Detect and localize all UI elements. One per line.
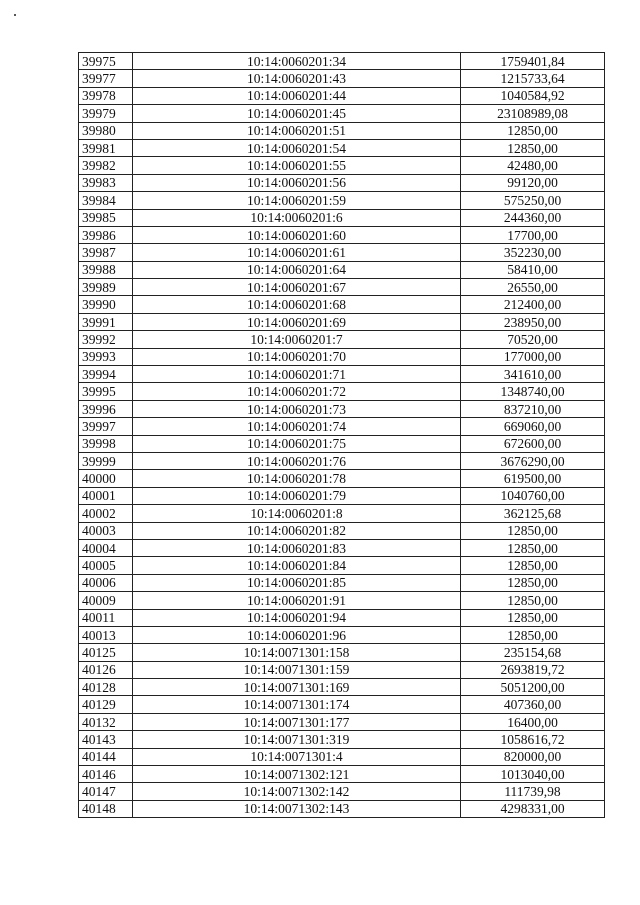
row-number: 40144: [79, 748, 133, 765]
cadastral-value: 1348740,00: [461, 383, 605, 400]
cadastral-number: 10:14:0060201:96: [133, 626, 461, 643]
row-number: 39977: [79, 70, 133, 87]
row-number: 40146: [79, 766, 133, 783]
cadastral-value: 672600,00: [461, 435, 605, 452]
cadastral-value: 12850,00: [461, 557, 605, 574]
table-row: [79, 418, 605, 435]
cadastral-number: 10:14:0071302:121: [133, 766, 461, 783]
cadastral-value: 669060,00: [461, 418, 605, 435]
cadastral-value: 70520,00: [461, 331, 605, 348]
scan-speck: [14, 14, 16, 16]
table-row: [79, 557, 605, 574]
cadastral-number: 10:14:0060201:56: [133, 174, 461, 191]
cadastral-value: 26550,00: [461, 279, 605, 296]
table-row: [79, 192, 605, 209]
cadastral-value: 235154,68: [461, 644, 605, 661]
cadastral-value: 12850,00: [461, 592, 605, 609]
table-row: [79, 400, 605, 417]
row-number: 39994: [79, 366, 133, 383]
table-row: [79, 452, 605, 469]
row-number: 39999: [79, 452, 133, 469]
cadastral-value: 244360,00: [461, 209, 605, 226]
table-row: [79, 53, 605, 70]
cadastral-value: 5051200,00: [461, 679, 605, 696]
table-row: [79, 626, 605, 643]
row-number: 40147: [79, 783, 133, 800]
cadastral-value: 1040760,00: [461, 487, 605, 504]
cadastral-number: 10:14:0060201:72: [133, 383, 461, 400]
cadastral-value: 4298331,00: [461, 800, 605, 817]
row-number: 40002: [79, 505, 133, 522]
table-row: [79, 209, 605, 226]
cadastral-value: 1058616,72: [461, 731, 605, 748]
table-row: [79, 522, 605, 539]
cadastral-value: 820000,00: [461, 748, 605, 765]
table-row: [79, 679, 605, 696]
row-number: 39996: [79, 400, 133, 417]
cadastral-number: 10:14:0060201:6: [133, 209, 461, 226]
cadastral-number: 10:14:0060201:51: [133, 122, 461, 139]
row-number: 40148: [79, 800, 133, 817]
row-number: 40125: [79, 644, 133, 661]
cadastral-number: 10:14:0060201:69: [133, 313, 461, 330]
table-row: [79, 261, 605, 278]
cadastral-value: 16400,00: [461, 713, 605, 730]
row-number: 40001: [79, 487, 133, 504]
cadastral-number: 10:14:0071301:174: [133, 696, 461, 713]
cadastral-number: 10:14:0060201:68: [133, 296, 461, 313]
row-number: 39989: [79, 279, 133, 296]
cadastral-number: 10:14:0060201:91: [133, 592, 461, 609]
row-number: 40126: [79, 661, 133, 678]
cadastral-number: 10:14:0060201:43: [133, 70, 461, 87]
cadastral-value: 1215733,64: [461, 70, 605, 87]
cadastral-value: 12850,00: [461, 522, 605, 539]
table-row: [79, 783, 605, 800]
cadastral-number: 10:14:0071301:4: [133, 748, 461, 765]
cadastral-number: 10:14:0060201:59: [133, 192, 461, 209]
row-number: 40129: [79, 696, 133, 713]
table-row: [79, 713, 605, 730]
cadastral-number: 10:14:0060201:7: [133, 331, 461, 348]
cadastral-number: 10:14:0060201:61: [133, 244, 461, 261]
cadastral-value: 3676290,00: [461, 452, 605, 469]
table-row: [79, 661, 605, 678]
cadastral-number: 10:14:0060201:44: [133, 87, 461, 104]
table-row: [79, 366, 605, 383]
cadastral-number: 10:14:0060201:34: [133, 53, 461, 70]
cadastral-value: 17700,00: [461, 226, 605, 243]
cadastral-value: 1040584,92: [461, 87, 605, 104]
cadastral-number: 10:14:0060201:74: [133, 418, 461, 435]
cadastral-value: 341610,00: [461, 366, 605, 383]
table-row: [79, 800, 605, 817]
row-number: 39979: [79, 105, 133, 122]
cadastral-number: 10:14:0060201:82: [133, 522, 461, 539]
cadastral-number: 10:14:0071302:143: [133, 800, 461, 817]
table-row: [79, 244, 605, 261]
table-row: [79, 470, 605, 487]
cadastral-number: 10:14:0060201:70: [133, 348, 461, 365]
table-row: [79, 122, 605, 139]
table-row: [79, 696, 605, 713]
cadastral-value: 177000,00: [461, 348, 605, 365]
table-row: [79, 383, 605, 400]
table-row: [79, 505, 605, 522]
cadastral-value: 12850,00: [461, 539, 605, 556]
cadastral-number: 10:14:0060201:55: [133, 157, 461, 174]
cadastral-value: 42480,00: [461, 157, 605, 174]
cadastral-value: 12850,00: [461, 122, 605, 139]
table-row: [79, 487, 605, 504]
cadastral-number: 10:14:0060201:84: [133, 557, 461, 574]
cadastral-value: 362125,68: [461, 505, 605, 522]
table-row: [79, 539, 605, 556]
cadastral-number: 10:14:0071302:142: [133, 783, 461, 800]
row-number: 39986: [79, 226, 133, 243]
cadastral-number: 10:14:0060201:45: [133, 105, 461, 122]
row-number: 40132: [79, 713, 133, 730]
row-number: 39984: [79, 192, 133, 209]
cadastral-number: 10:14:0060201:64: [133, 261, 461, 278]
cadastral-number: 10:14:0060201:71: [133, 366, 461, 383]
row-number: 39981: [79, 139, 133, 156]
cadastral-number: 10:14:0060201:83: [133, 539, 461, 556]
table-row: [79, 731, 605, 748]
cadastral-value: 837210,00: [461, 400, 605, 417]
table-row: [79, 70, 605, 87]
cadastral-value: 58410,00: [461, 261, 605, 278]
row-number: 39983: [79, 174, 133, 191]
row-number: 40003: [79, 522, 133, 539]
row-number: 40011: [79, 609, 133, 626]
cadastral-value: 619500,00: [461, 470, 605, 487]
row-number: 39990: [79, 296, 133, 313]
cadastral-value: 12850,00: [461, 626, 605, 643]
cadastral-value: 1013040,00: [461, 766, 605, 783]
row-number: 39998: [79, 435, 133, 452]
table-row: [79, 435, 605, 452]
cadastral-number: 10:14:0071301:319: [133, 731, 461, 748]
cadastral-value: 212400,00: [461, 296, 605, 313]
table-row: [79, 331, 605, 348]
table-row: [79, 296, 605, 313]
cadastral-value: 238950,00: [461, 313, 605, 330]
cadastral-number: 10:14:0060201:94: [133, 609, 461, 626]
cadastral-value: 23108989,08: [461, 105, 605, 122]
cadastral-number: 10:14:0060201:54: [133, 139, 461, 156]
cadastral-number: 10:14:0060201:85: [133, 574, 461, 591]
row-number: 39988: [79, 261, 133, 278]
cadastral-number: 10:14:0060201:78: [133, 470, 461, 487]
row-number: 39993: [79, 348, 133, 365]
cadastral-number: 10:14:0071301:177: [133, 713, 461, 730]
row-number: 40006: [79, 574, 133, 591]
cadastral-value: 12850,00: [461, 609, 605, 626]
row-number: 39991: [79, 313, 133, 330]
row-number: 39992: [79, 331, 133, 348]
cadastral-value: 111739,98: [461, 783, 605, 800]
cadastral-value: 12850,00: [461, 574, 605, 591]
cadastral-number: 10:14:0060201:76: [133, 452, 461, 469]
cadastral-number: 10:14:0071301:159: [133, 661, 461, 678]
cadastral-value: 575250,00: [461, 192, 605, 209]
table-row: [79, 644, 605, 661]
row-number: 40004: [79, 539, 133, 556]
cadastral-value: 407360,00: [461, 696, 605, 713]
cadastral-number: 10:14:0060201:67: [133, 279, 461, 296]
row-number: 39975: [79, 53, 133, 70]
table-row: [79, 766, 605, 783]
table-row: [79, 748, 605, 765]
table-row: [79, 226, 605, 243]
table-row: [79, 348, 605, 365]
cadastral-number: 10:14:0060201:73: [133, 400, 461, 417]
table-row: [79, 279, 605, 296]
row-number: 39985: [79, 209, 133, 226]
row-number: 40005: [79, 557, 133, 574]
row-number: 39980: [79, 122, 133, 139]
row-number: 40013: [79, 626, 133, 643]
table-row: [79, 574, 605, 591]
table-row: [79, 592, 605, 609]
cadastral-value: 352230,00: [461, 244, 605, 261]
row-number: 40009: [79, 592, 133, 609]
cadastral-number: 10:14:0060201:75: [133, 435, 461, 452]
cadastral-number: 10:14:0071301:169: [133, 679, 461, 696]
table-row: [79, 609, 605, 626]
cadastral-value: 1759401,84: [461, 53, 605, 70]
row-number: 39978: [79, 87, 133, 104]
table-row: [79, 87, 605, 104]
row-number: 39982: [79, 157, 133, 174]
cadastral-value: 12850,00: [461, 139, 605, 156]
table-row: [79, 105, 605, 122]
cadastral-number: 10:14:0060201:60: [133, 226, 461, 243]
cadastral-value: 99120,00: [461, 174, 605, 191]
row-number: 39995: [79, 383, 133, 400]
row-number: 40128: [79, 679, 133, 696]
table-row: [79, 313, 605, 330]
cadastral-number: 10:14:0071301:158: [133, 644, 461, 661]
cadastral-value-table: [78, 52, 605, 818]
table-row: [79, 139, 605, 156]
cadastral-number: 10:14:0060201:79: [133, 487, 461, 504]
table-body: [79, 53, 605, 818]
table-row: [79, 157, 605, 174]
row-number: 40000: [79, 470, 133, 487]
table-row: [79, 174, 605, 191]
row-number: 39997: [79, 418, 133, 435]
row-number: 39987: [79, 244, 133, 261]
cadastral-value: 2693819,72: [461, 661, 605, 678]
cadastral-number: 10:14:0060201:8: [133, 505, 461, 522]
row-number: 40143: [79, 731, 133, 748]
